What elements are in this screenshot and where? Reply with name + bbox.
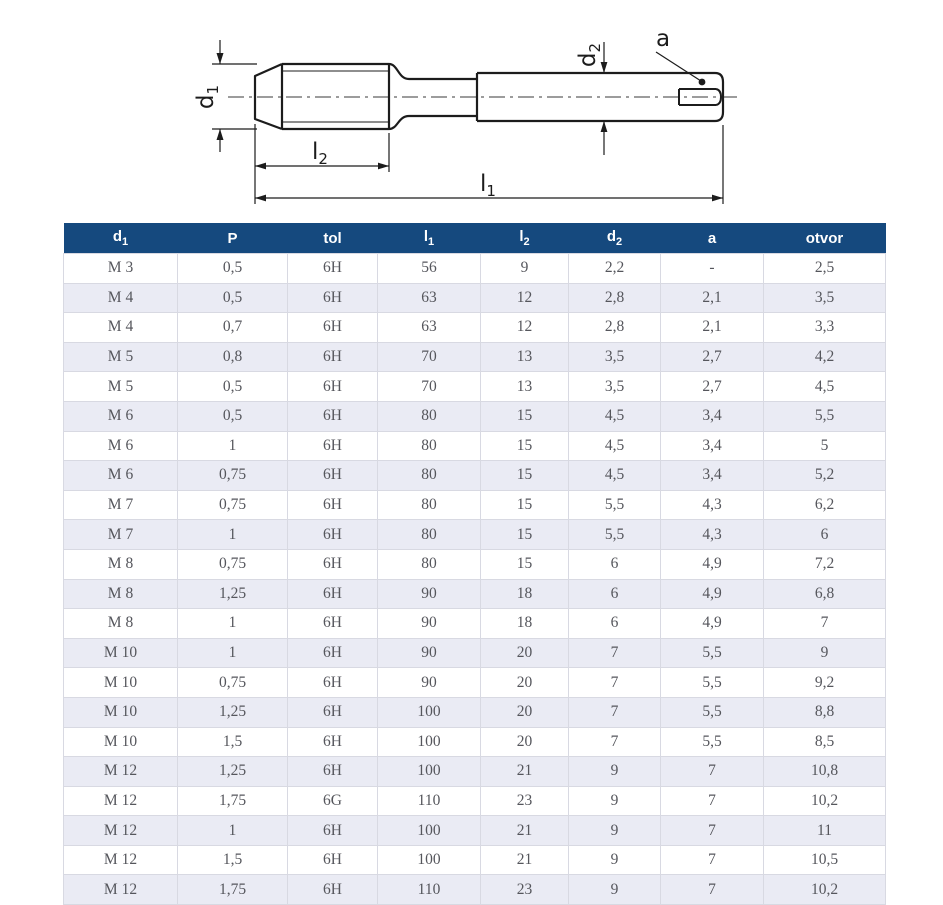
table-cell: 6H bbox=[288, 313, 378, 343]
table-cell: 6H bbox=[288, 254, 378, 284]
table-cell: 100 bbox=[378, 845, 481, 875]
table-cell: 4,5 bbox=[569, 401, 661, 431]
table-cell: 7 bbox=[661, 786, 764, 816]
slot-end-arc bbox=[716, 89, 721, 105]
table-cell: 15 bbox=[481, 490, 569, 520]
table-cell: 0,8 bbox=[178, 342, 288, 372]
table-row bbox=[64, 727, 886, 757]
table-cell: M 8 bbox=[64, 579, 178, 609]
table-cell: 100 bbox=[378, 697, 481, 727]
table-cell: 13 bbox=[481, 342, 569, 372]
table-cell: 7 bbox=[569, 638, 661, 668]
column-header: otvor bbox=[764, 223, 886, 254]
table-cell: M 10 bbox=[64, 727, 178, 757]
column-header: P bbox=[178, 223, 288, 254]
table-cell: 6H bbox=[288, 342, 378, 372]
table-cell: 5,5 bbox=[661, 638, 764, 668]
table-cell: 2,7 bbox=[661, 372, 764, 402]
table-cell: 10,2 bbox=[764, 786, 886, 816]
table-row bbox=[64, 786, 886, 816]
table-cell: 2,8 bbox=[569, 283, 661, 313]
table-cell: 4,5 bbox=[764, 372, 886, 402]
table-row bbox=[64, 875, 886, 905]
table-cell: 15 bbox=[481, 401, 569, 431]
table-cell: M 10 bbox=[64, 668, 178, 698]
table-cell: M 4 bbox=[64, 313, 178, 343]
table-cell: 20 bbox=[481, 727, 569, 757]
table-cell: 2,1 bbox=[661, 313, 764, 343]
table-cell: 90 bbox=[378, 579, 481, 609]
table-row bbox=[64, 816, 886, 846]
table-cell: 70 bbox=[378, 372, 481, 402]
table-cell: 21 bbox=[481, 845, 569, 875]
table-cell: - bbox=[661, 254, 764, 284]
table-cell: 9 bbox=[569, 757, 661, 787]
table-cell: M 12 bbox=[64, 816, 178, 846]
table-cell: 1 bbox=[178, 609, 288, 639]
table-cell: 21 bbox=[481, 757, 569, 787]
table-cell: 1,25 bbox=[178, 757, 288, 787]
table-row bbox=[64, 313, 886, 343]
table-cell: 1 bbox=[178, 816, 288, 846]
table-cell: 6,2 bbox=[764, 490, 886, 520]
table-cell: 5,5 bbox=[661, 697, 764, 727]
table-cell: M 3 bbox=[64, 254, 178, 284]
table-cell: 6 bbox=[569, 579, 661, 609]
table-cell: 1,75 bbox=[178, 875, 288, 905]
table-cell: 3,5 bbox=[764, 283, 886, 313]
spec-table bbox=[63, 223, 886, 905]
table-cell: 5,5 bbox=[569, 520, 661, 550]
table-cell: 11 bbox=[764, 816, 886, 846]
table-cell: 7 bbox=[661, 816, 764, 846]
table-cell: M 7 bbox=[64, 490, 178, 520]
table-cell: 10,2 bbox=[764, 875, 886, 905]
table-cell: 6H bbox=[288, 727, 378, 757]
table-cell: 63 bbox=[378, 313, 481, 343]
table-cell: 9,2 bbox=[764, 668, 886, 698]
table-header-row bbox=[64, 223, 886, 254]
table-cell: M 7 bbox=[64, 520, 178, 550]
table-cell: 2,8 bbox=[569, 313, 661, 343]
table-cell: 4,5 bbox=[569, 431, 661, 461]
table-row bbox=[64, 401, 886, 431]
table-cell: M 10 bbox=[64, 697, 178, 727]
table-cell: 9 bbox=[764, 638, 886, 668]
table-row bbox=[64, 845, 886, 875]
table-cell: 10,5 bbox=[764, 845, 886, 875]
table-row bbox=[64, 638, 886, 668]
table-cell: 7 bbox=[661, 875, 764, 905]
table-cell: 20 bbox=[481, 638, 569, 668]
table-cell: 4,9 bbox=[661, 579, 764, 609]
table-cell: 18 bbox=[481, 579, 569, 609]
table-cell: 6H bbox=[288, 609, 378, 639]
table-cell: 2,5 bbox=[764, 254, 886, 284]
table-cell: 1 bbox=[178, 638, 288, 668]
table-cell: 13 bbox=[481, 372, 569, 402]
table-cell: 100 bbox=[378, 727, 481, 757]
table-row bbox=[64, 461, 886, 491]
table-cell: 15 bbox=[481, 549, 569, 579]
table-cell: 110 bbox=[378, 786, 481, 816]
table-cell: 3,3 bbox=[764, 313, 886, 343]
table-row bbox=[64, 431, 886, 461]
table-cell: 0,75 bbox=[178, 490, 288, 520]
table-row bbox=[64, 668, 886, 698]
table-cell: 9 bbox=[569, 875, 661, 905]
table-cell: 1 bbox=[178, 431, 288, 461]
table-cell: 0,5 bbox=[178, 401, 288, 431]
table-row bbox=[64, 342, 886, 372]
table-cell: 5,5 bbox=[569, 490, 661, 520]
table-cell: 4,2 bbox=[764, 342, 886, 372]
column-header: $d_2$ bbox=[569, 223, 661, 254]
table-row bbox=[64, 283, 886, 313]
table-cell: 56 bbox=[378, 254, 481, 284]
column-header: $l_1$ bbox=[378, 223, 481, 254]
tap-technical-drawing bbox=[0, 0, 943, 220]
table-row bbox=[64, 254, 886, 284]
table-cell: 3,5 bbox=[569, 342, 661, 372]
table-cell: 6H bbox=[288, 816, 378, 846]
table-cell: 12 bbox=[481, 313, 569, 343]
table-cell: M 12 bbox=[64, 786, 178, 816]
table-cell: 1 bbox=[178, 520, 288, 550]
table-row bbox=[64, 372, 886, 402]
table-cell: M 12 bbox=[64, 875, 178, 905]
table-cell: M 12 bbox=[64, 845, 178, 875]
table-cell: 6H bbox=[288, 579, 378, 609]
table-cell: 6,8 bbox=[764, 579, 886, 609]
table-cell: 5,2 bbox=[764, 461, 886, 491]
table-cell: 6H bbox=[288, 372, 378, 402]
table-cell: 90 bbox=[378, 609, 481, 639]
table-cell: 63 bbox=[378, 283, 481, 313]
dim-label-l2: $l_2$ bbox=[312, 139, 328, 168]
table-cell: 20 bbox=[481, 697, 569, 727]
table-cell: 10,8 bbox=[764, 757, 886, 787]
table-cell: 0,5 bbox=[178, 372, 288, 402]
table-cell: 3,4 bbox=[661, 401, 764, 431]
table-cell: 7 bbox=[661, 757, 764, 787]
table-cell: 6H bbox=[288, 549, 378, 579]
table-cell: 15 bbox=[481, 461, 569, 491]
table-row bbox=[64, 490, 886, 520]
table-cell: 15 bbox=[481, 520, 569, 550]
column-header: tol bbox=[288, 223, 378, 254]
table-cell: 100 bbox=[378, 816, 481, 846]
table-cell: 23 bbox=[481, 875, 569, 905]
table-cell: 80 bbox=[378, 520, 481, 550]
table-cell: 6H bbox=[288, 875, 378, 905]
table-cell: 18 bbox=[481, 609, 569, 639]
table-cell: 7 bbox=[569, 668, 661, 698]
table-row bbox=[64, 609, 886, 639]
table-cell: 1,5 bbox=[178, 845, 288, 875]
table-cell: M 5 bbox=[64, 372, 178, 402]
table-cell: 6H bbox=[288, 490, 378, 520]
table-cell: M 4 bbox=[64, 283, 178, 313]
table-cell: 5 bbox=[764, 431, 886, 461]
table-cell: 0,5 bbox=[178, 283, 288, 313]
table-cell: 9 bbox=[481, 254, 569, 284]
neck-bottom bbox=[389, 116, 477, 129]
table-cell: 6H bbox=[288, 697, 378, 727]
table-cell: 80 bbox=[378, 461, 481, 491]
table-cell: 6 bbox=[764, 520, 886, 550]
table-cell: 0,7 bbox=[178, 313, 288, 343]
table-row bbox=[64, 697, 886, 727]
dimension-arrows bbox=[217, 53, 724, 201]
table-cell: 90 bbox=[378, 668, 481, 698]
table-cell: M 5 bbox=[64, 342, 178, 372]
table-cell: 4,9 bbox=[661, 609, 764, 639]
table-cell: 100 bbox=[378, 757, 481, 787]
table-cell: 80 bbox=[378, 490, 481, 520]
dim-label-d1: $d_1$ bbox=[193, 84, 222, 110]
table-cell: 4,5 bbox=[569, 461, 661, 491]
table-cell: 0,75 bbox=[178, 461, 288, 491]
table-row bbox=[64, 579, 886, 609]
dim-label-l1: $l_1$ bbox=[480, 171, 496, 200]
table-cell: 1,75 bbox=[178, 786, 288, 816]
table-cell: M 12 bbox=[64, 757, 178, 787]
table-cell: 7 bbox=[661, 845, 764, 875]
leader-dot bbox=[699, 79, 706, 86]
column-header: $d_1$ bbox=[64, 223, 178, 254]
table-row bbox=[64, 549, 886, 579]
table-cell: 6H bbox=[288, 757, 378, 787]
table-cell: 9 bbox=[569, 816, 661, 846]
table-cell: 1,5 bbox=[178, 727, 288, 757]
table-cell: 7 bbox=[764, 609, 886, 639]
table-row bbox=[64, 757, 886, 787]
table-cell: 20 bbox=[481, 668, 569, 698]
table-cell: 8,8 bbox=[764, 697, 886, 727]
column-header: $l_2$ bbox=[481, 223, 569, 254]
table-cell: 70 bbox=[378, 342, 481, 372]
table-cell: 2,7 bbox=[661, 342, 764, 372]
table-cell: 0,5 bbox=[178, 254, 288, 284]
table-cell: 4,9 bbox=[661, 549, 764, 579]
table-cell: 7 bbox=[569, 727, 661, 757]
table-cell: M 8 bbox=[64, 549, 178, 579]
table-cell: 2,2 bbox=[569, 254, 661, 284]
table-cell: 4,3 bbox=[661, 520, 764, 550]
table-cell: 6H bbox=[288, 520, 378, 550]
table-cell: 6H bbox=[288, 845, 378, 875]
table-cell: 7,2 bbox=[764, 549, 886, 579]
table-cell: 4,3 bbox=[661, 490, 764, 520]
table-cell: 6H bbox=[288, 401, 378, 431]
table-cell: 2,1 bbox=[661, 283, 764, 313]
table-cell: 9 bbox=[569, 786, 661, 816]
table-row bbox=[64, 520, 886, 550]
table-cell: 90 bbox=[378, 638, 481, 668]
table-cell: 21 bbox=[481, 816, 569, 846]
dim-label-d2: $d_2$ bbox=[575, 42, 604, 68]
table-cell: 12 bbox=[481, 283, 569, 313]
table-cell: 9 bbox=[569, 845, 661, 875]
table-cell: 0,75 bbox=[178, 549, 288, 579]
table-cell: 8,5 bbox=[764, 727, 886, 757]
table-cell: 6H bbox=[288, 461, 378, 491]
table-cell: 23 bbox=[481, 786, 569, 816]
table-cell: M 10 bbox=[64, 638, 178, 668]
table-cell: 5,5 bbox=[764, 401, 886, 431]
table-cell: 15 bbox=[481, 431, 569, 461]
table-cell: 80 bbox=[378, 431, 481, 461]
table-cell: M 6 bbox=[64, 431, 178, 461]
table-cell: 0,75 bbox=[178, 668, 288, 698]
table-cell: 80 bbox=[378, 549, 481, 579]
table-cell: 1,25 bbox=[178, 579, 288, 609]
table-cell: 5,5 bbox=[661, 668, 764, 698]
table-cell: 6 bbox=[569, 609, 661, 639]
table-cell: 3,4 bbox=[661, 431, 764, 461]
table-cell: 6H bbox=[288, 283, 378, 313]
table-cell: 1,25 bbox=[178, 697, 288, 727]
table-cell: M 6 bbox=[64, 401, 178, 431]
table-cell: 6G bbox=[288, 786, 378, 816]
table-cell: 6 bbox=[569, 549, 661, 579]
table-cell: 110 bbox=[378, 875, 481, 905]
table-cell: 5,5 bbox=[661, 727, 764, 757]
table-cell: M 8 bbox=[64, 609, 178, 639]
table-cell: 6H bbox=[288, 668, 378, 698]
table-cell: M 6 bbox=[64, 461, 178, 491]
table-cell: 6H bbox=[288, 431, 378, 461]
column-header: a bbox=[661, 223, 764, 254]
table-cell: 3,4 bbox=[661, 461, 764, 491]
table-cell: 80 bbox=[378, 401, 481, 431]
table-cell: 7 bbox=[569, 697, 661, 727]
table-cell: 6H bbox=[288, 638, 378, 668]
neck-top bbox=[389, 64, 477, 79]
table-cell: 3,5 bbox=[569, 372, 661, 402]
dim-label-a: a bbox=[655, 26, 671, 52]
